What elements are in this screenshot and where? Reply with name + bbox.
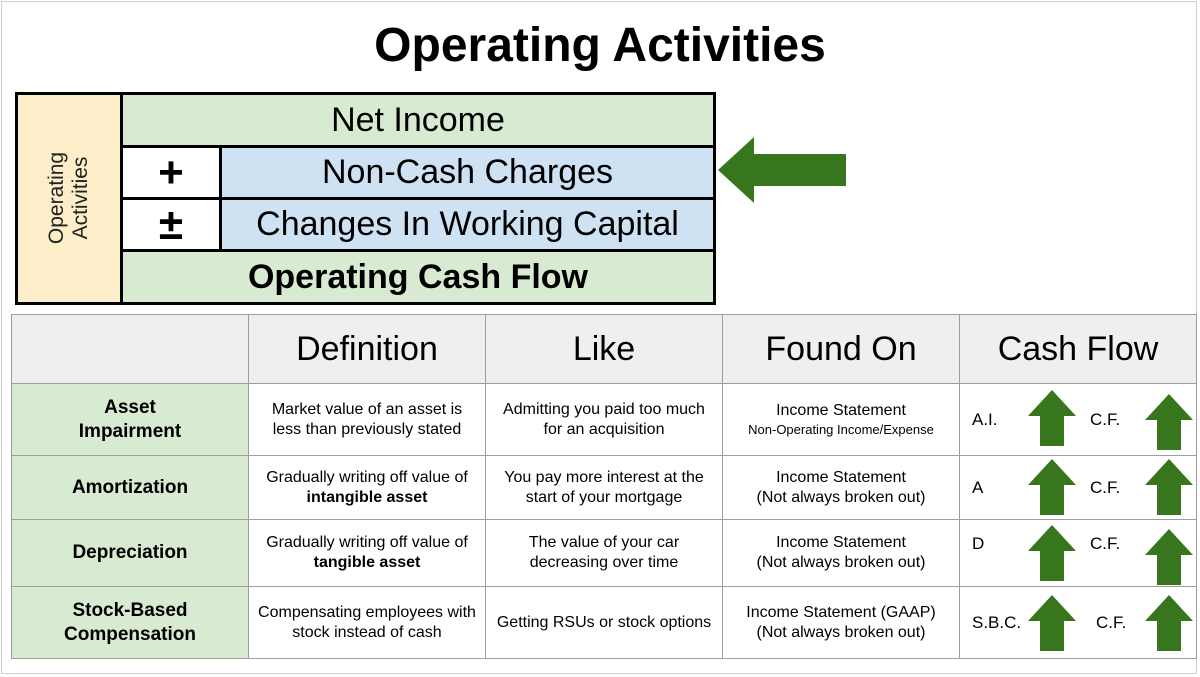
definition-cell: Market value of an asset is less than previously stated [249, 384, 486, 456]
side-label-box [18, 95, 120, 302]
table-row [12, 587, 1197, 659]
found-on-cell [723, 384, 960, 456]
cf-right-label: C.F. [1090, 478, 1121, 497]
comparison-table [11, 314, 1197, 659]
header-cash-flow: Cash Flow [960, 315, 1197, 384]
cash-flow-cell [960, 384, 1197, 456]
definition-cell: Compensating employees with stock instead of cash [249, 587, 486, 659]
definition-text: Gradually writing off value of [266, 534, 468, 551]
found-on-text: Income Statement [776, 401, 906, 419]
up-arrow-icon [1145, 459, 1193, 515]
table-row [12, 520, 1197, 587]
cash-flow-cell [960, 520, 1197, 587]
working-capital-row: Changes In Working Capital [222, 200, 713, 249]
header-like: Like [486, 315, 723, 384]
found-on-cell [723, 520, 960, 587]
found-on-subtext: (Not always broken out) [756, 554, 926, 571]
net-income-row: Net Income [123, 95, 713, 145]
like-cell: Admitting you paid too much for an acquisition [486, 384, 723, 456]
like-cell: You pay more interest at the start of your mortgage [486, 456, 723, 520]
cf-left-label: A.I. [972, 410, 998, 429]
up-arrow-icon [1028, 525, 1076, 581]
definition-text: Gradually writing off value of [266, 468, 468, 486]
up-arrow-icon [1145, 595, 1193, 651]
definition-bold-text: intangible asset [306, 488, 428, 506]
cf-left-label: S.B.C. [972, 613, 1022, 632]
up-arrow-icon [1145, 394, 1193, 450]
found-on-cell [723, 587, 960, 659]
definition-bold-text: tangible asset [313, 554, 421, 571]
side-label: Operating Activities [45, 151, 92, 245]
plus-symbol: + [123, 148, 219, 197]
row-name-amortization: Amortization [12, 456, 249, 520]
operating-cash-flow-row: Operating Cash Flow [123, 252, 713, 302]
page-title: Operating Activities [374, 19, 826, 72]
operating-formula-box [15, 92, 716, 305]
definition-cell [249, 456, 486, 520]
non-cash-charges-row: Non-Cash Charges [222, 148, 713, 197]
found-on-subtext: Non-Operating Income/Expense [748, 421, 934, 437]
found-on-text: Income Statement [776, 534, 906, 551]
table-row [12, 456, 1197, 520]
definition-cell [249, 520, 486, 587]
cash-flow-cell [960, 456, 1197, 520]
like-cell: The value of your car decreasing over time [486, 520, 723, 587]
plus-minus-symbol: ± [123, 200, 219, 249]
row-name-depreciation: Depreciation [12, 520, 249, 587]
cf-right-label: C.F. [1090, 410, 1121, 429]
header-definition: Definition [249, 315, 486, 384]
cf-left-label: A [972, 478, 984, 497]
found-on-subtext: (Not always broken out) [756, 488, 926, 506]
cf-right-label: C.F. [1090, 534, 1121, 553]
up-arrow-icon [1028, 459, 1076, 515]
found-on-subtext: (Not always broken out) [756, 623, 926, 641]
found-on-text: Income Statement [776, 468, 906, 486]
up-arrow-icon [1028, 595, 1076, 651]
header-empty [12, 315, 249, 384]
found-on-cell [723, 456, 960, 520]
row-name-asset-impairment: Asset Impairment [12, 384, 249, 456]
table-row [12, 384, 1197, 456]
header-found-on: Found On [723, 315, 960, 384]
up-arrow-icon [1145, 529, 1193, 585]
found-on-text: Income Statement (GAAP) [746, 603, 936, 621]
row-name-stock-based-compensation: Stock-Based Compensation [12, 587, 249, 659]
left-arrow-icon [718, 137, 848, 203]
cf-right-label: C.F. [1096, 613, 1127, 632]
table-header-row [12, 315, 1197, 384]
up-arrow-icon [1028, 390, 1076, 446]
cash-flow-cell [960, 587, 1197, 659]
cf-left-label: D [972, 534, 985, 553]
like-cell: Getting RSUs or stock options [486, 587, 723, 659]
